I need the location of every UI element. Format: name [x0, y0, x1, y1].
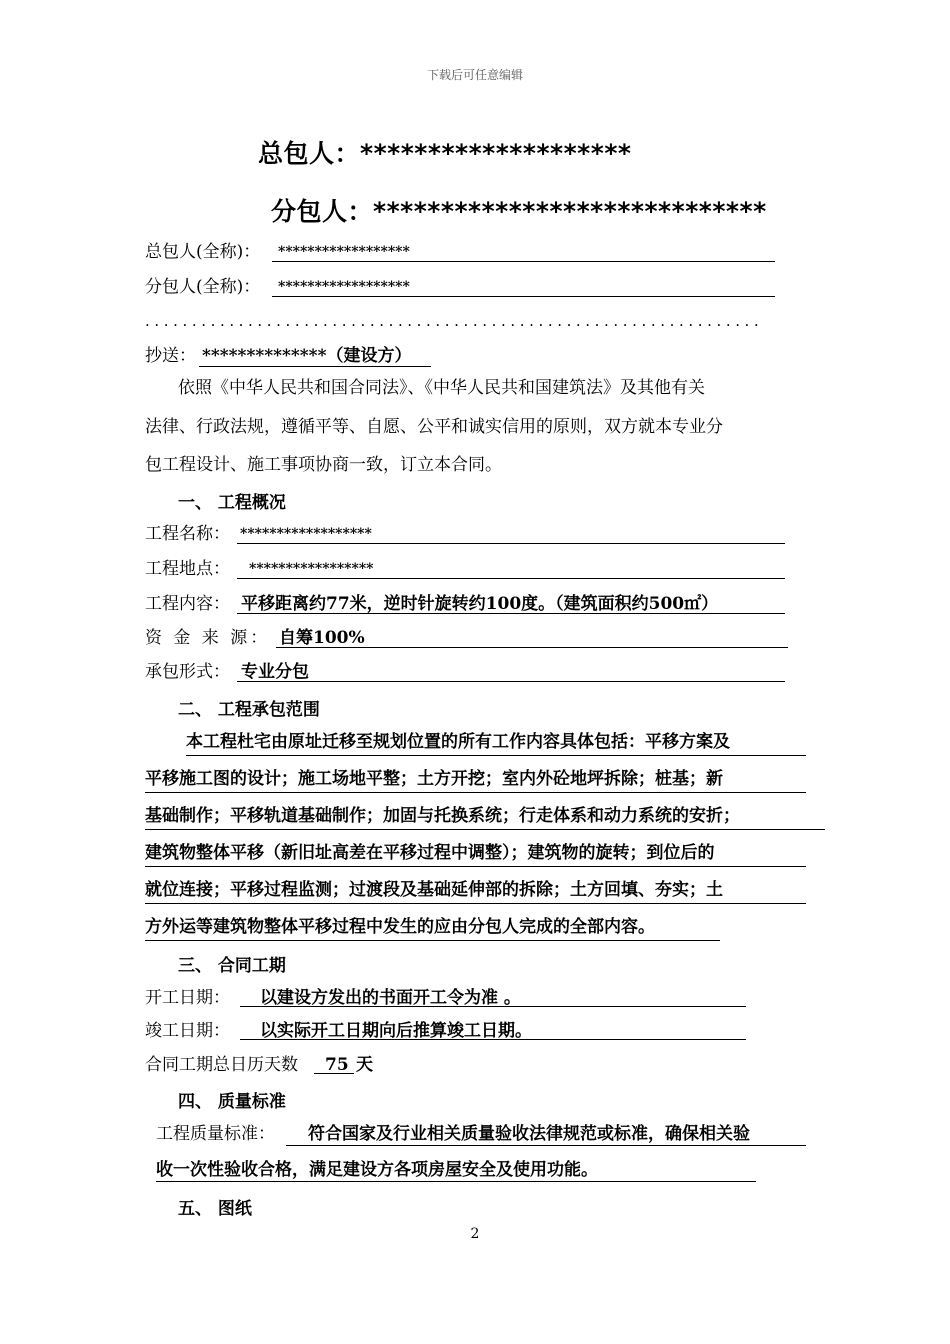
project-name-value: ****************** — [240, 526, 372, 542]
fund-source-value: 自筹100% — [279, 628, 365, 648]
section-2-heading: 二、 工程承包范围 — [178, 700, 320, 720]
underline — [186, 755, 806, 756]
project-site-label: 工程地点： — [145, 559, 230, 579]
project-site-value: ***************** — [249, 561, 374, 577]
underline — [237, 543, 785, 544]
end-date-value: 以实际开工日期向后推算竣工日期。 — [260, 1021, 532, 1041]
title-general-contractor: 总包人：******************** — [258, 139, 632, 168]
section-4-heading: 四、 质量标准 — [178, 1092, 286, 1112]
underline — [276, 647, 788, 648]
scope-line-5: 就位连接；平移过程监测；过渡段及基础延伸部的拆除；土方回填、夯实；土 — [145, 880, 723, 900]
scope-line-3: 基础制作；平移轨道基础制作；加固与托换系统；行走体系和动力系统的安折； — [145, 806, 740, 826]
underline — [314, 1073, 354, 1074]
quality-standard-line-1: 符合国家及行业相关质量验收法律规范或标准，确保相关验 — [308, 1124, 750, 1144]
scope-line-4: 建筑物整体平移（新旧址高差在平移过程中调整）；建筑物的旋转；到位后的 — [145, 843, 715, 863]
underline — [237, 681, 785, 682]
dotted-separator: .................................................................. — [145, 312, 764, 330]
underline — [286, 1145, 806, 1146]
subcontractor-value: ****************** — [278, 279, 410, 295]
intro-line-3: 包工程设计、施工事项协商一致，订立本合同。 — [145, 455, 502, 475]
header-note: 下载后可任意编辑 — [426, 68, 523, 82]
start-date-value: 以建设方发出的书面开工令为准 。 — [260, 988, 521, 1008]
underline — [237, 578, 785, 579]
section-5-heading: 五、 图纸 — [178, 1199, 252, 1219]
total-days-unit: 天 — [356, 1055, 373, 1075]
title-subcontractor: 分包人：***************************** — [271, 197, 767, 226]
quality-standard-label: 工程质量标准： — [156, 1124, 275, 1144]
cc-label: 抄送： — [145, 346, 196, 366]
page-number: 2 — [470, 1226, 480, 1242]
underline — [145, 866, 806, 867]
start-date-label: 开工日期： — [145, 988, 230, 1008]
quality-standard-line-2: 收一次性验收合格，满足建设方各项房屋安全及使用功能。 — [156, 1160, 598, 1180]
general-contractor-label: 总包人(全称)： — [145, 242, 261, 262]
underline — [237, 613, 785, 614]
underline — [145, 940, 720, 941]
subcontractor-label: 分包人(全称)： — [145, 277, 261, 297]
fund-source-label: 资 金 来 源： — [145, 628, 271, 648]
underline — [145, 792, 806, 793]
end-date-label: 竣工日期： — [145, 1021, 230, 1041]
section-1-heading: 一、 工程概况 — [178, 493, 286, 513]
section-3-heading: 三、 合同工期 — [178, 956, 286, 976]
project-name-label: 工程名称： — [145, 524, 230, 544]
scope-line-1: 本工程杜宅由原址迁移至规划位置的所有工作内容具体包括：平移方案及 — [186, 732, 730, 752]
project-content-label: 工程内容： — [145, 594, 230, 614]
scope-line-6: 方外运等建筑物整体平移过程中发生的应由分包人完成的全部内容。 — [145, 917, 655, 937]
underline — [240, 1039, 746, 1040]
cc-value: **************（建设方） — [202, 346, 412, 366]
underline — [199, 366, 431, 367]
underline — [240, 1006, 746, 1007]
intro-line-1: 依照《中华人民共和国合同法》、《中华人民共和国建筑法》及其他有关 — [178, 378, 705, 398]
scope-line-2: 平移施工图的设计；施工场地平整；土方开挖；室内外砼地坪拆除；桩基；新 — [145, 769, 723, 789]
underline — [272, 261, 775, 262]
general-contractor-value: ****************** — [278, 244, 410, 260]
total-days-value: 75 — [325, 1055, 349, 1075]
underline — [145, 829, 825, 830]
underline — [272, 296, 775, 297]
contract-form-label: 承包形式： — [145, 662, 230, 682]
contract-form-value: 专业分包 — [241, 662, 309, 682]
underline — [156, 1181, 756, 1182]
intro-line-2: 法律、行政法规，遵循平等、自愿、公平和诚实信用的原则，双方就本专业分 — [145, 417, 723, 437]
underline — [145, 903, 806, 904]
project-content-value: 平移距离约77米，逆时针旋转约100度。（建筑面积约500㎡） — [241, 594, 719, 614]
total-days-label: 合同工期总日历天数 — [145, 1055, 298, 1075]
